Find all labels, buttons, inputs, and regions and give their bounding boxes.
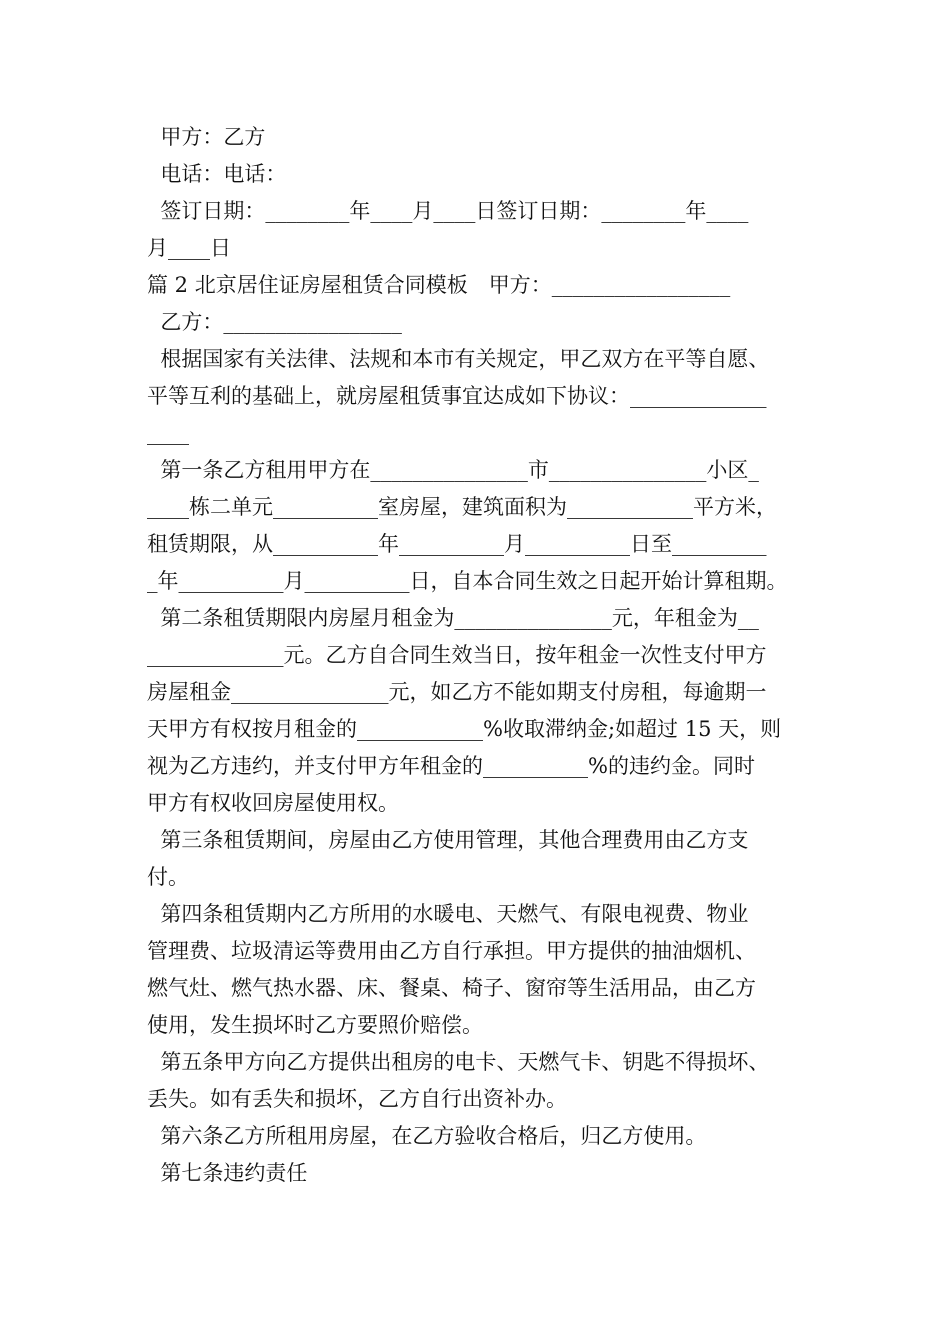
text-line: 乙方：_________________ [147,310,402,334]
section-heading: 篇 2 北京居住证房屋租赁合同模板 甲方：_________________ [147,273,731,297]
text-line: _年__________月__________日，自本合同生效之日起开始计算租期。 [147,569,788,593]
text-line: 甲方有权收回房屋使用权。 [147,791,399,815]
text-line: 月____日 [147,236,231,260]
text-line: 视为乙方违约，并支付甲方年租金的__________%的违约金。同时 [147,754,755,778]
clause-line: 第七条违约责任 [147,1161,308,1185]
text-line: 天甲方有权按月租金的____________%收取滞纳金;如超过 15 天，则 [147,717,782,741]
clause-line: 第二条租赁期限内房屋月租金为_______________元，年租金为__ [147,606,759,630]
text-line: 甲方：乙方 [147,125,266,149]
clause-line: 第六条乙方所租用房屋，在乙方验收合格后，归乙方使用。 [147,1124,707,1148]
clause-line: 第五条甲方向乙方提供出租房的电卡、天燃气卡、钥匙不得损坏、 [147,1050,770,1074]
text-line: 根据国家有关法律、法规和本市有关规定，甲乙双方在平等自愿、 [147,347,770,371]
text-line: 房屋租金_______________元，如乙方不能如期支付房租，每逾期一 [147,680,767,704]
clause-line: 第三条租赁期间，房屋由乙方使用管理，其他合理费用由乙方支 [147,828,749,852]
text-line: 签订日期：________年____月____日签订日期：________年____ [147,199,749,223]
text-line: 管理费、垃圾清运等费用由乙方自行承担。甲方提供的抽油烟机、 [147,939,756,963]
clause-line: 第一条乙方租用甲方在_______________市_______________小区_ [147,458,759,482]
text-line: 租赁期限，从__________年__________月__________日至_________ [147,532,767,556]
text-line: ____ [147,421,189,445]
clause-line: 第四条租赁期内乙方所用的水暖电、天燃气、有限电视费、物业 [147,902,749,926]
text-line: 燃气灶、燃气热水器、床、餐桌、椅子、窗帘等生活用品，由乙方 [147,976,756,1000]
text-line: ____栋二单元__________室房屋，建筑面积为____________平方米， [147,495,777,519]
text-line: 丢失。如有丢失和损坏，乙方自行出资补办。 [147,1087,567,1111]
text-line: 平等互利的基础上，就房屋租赁事宜达成如下协议：_____________ [147,384,767,408]
text-line: 使用，发生损坏时乙方要照价赔偿。 [147,1013,483,1037]
text-line: 付。 [147,865,189,889]
text-line: _____________元。乙方自合同生效当日，按年租金一次性支付甲方 [147,643,767,667]
text-line: 电话：电话： [147,162,287,186]
